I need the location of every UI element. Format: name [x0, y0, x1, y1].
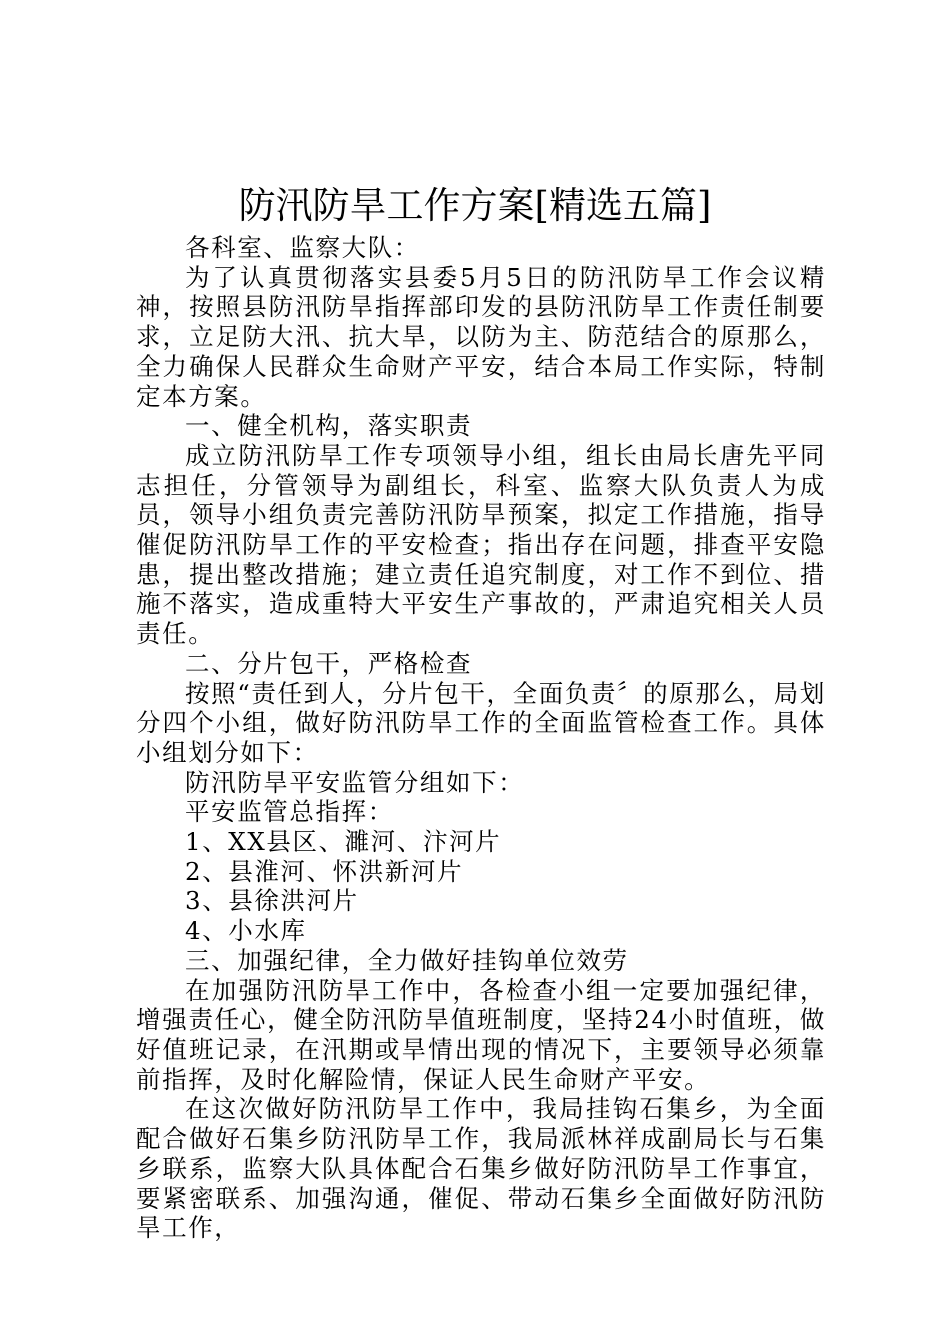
- section-heading: 二、分片包干，严格检查: [185, 648, 473, 678]
- list-heading: 平安监管总指挥：: [185, 797, 394, 827]
- list-heading: 防汛防旱平安监管分组如下：: [185, 767, 525, 797]
- body-paragraph: 成立防汛防旱工作专项领导小组，组长由局长唐先平同志担任，分管领导为副组长，科室、监察大队负责人为成员，领导小组负责完善防汛防旱预案，拟定工作措施，指导催促防汛防旱工作的平安检查；指出存在问题，排查平安隐患，提出整改措施；建立责任追究制度，对工作不到位、措施不落实，造成重特大平安生产事故的，严肃追究相关人员责任。: [136, 440, 826, 649]
- body-paragraph: 按照“责任到人，分片包干，全面负责〞的原那么，局划分四个小组，做好防汛防旱工作的全面监管检查工作。具体小组划分如下：: [136, 678, 826, 767]
- document-body: [136, 233, 826, 1243]
- list-item: 3、县徐洪河片: [185, 886, 359, 916]
- section-heading: 一、健全机构，落实职责: [185, 411, 473, 441]
- list-item: 1、XX县区、濉河、汴河片: [185, 827, 502, 857]
- list-item: 4、小水库: [185, 916, 307, 946]
- intro-paragraph: 为了认真贯彻落实县委5月5日的防汛防旱工作会议精神，按照县防汛防旱指挥部印发的县防汛防旱工作责任制要求，立足防大汛、抗大旱，以防为主、防范结合的原那么，全力确保人民群众生命财产平安，结合本局工作实际，特制定本方案。: [136, 262, 826, 411]
- body-paragraph: 在加强防汛防旱工作中，各检查小组一定要加强纪律，增强责任心，健全防汛防旱值班制度，坚持24小时值班，做好值班记录，在汛期或旱情出现的情况下，主要领导必须靠前指挥，及时化解险情，保证人民生命财产平安。: [136, 975, 826, 1094]
- section-heading: 三、加强纪律，全力做好挂钩单位效劳: [185, 945, 629, 975]
- body-paragraph: 在这次做好防汛防旱工作中，我局挂钩石集乡，为全面配合做好石集乡防汛防旱工作，我局派林祥成副局长与石集乡联系，监察大队具体配合石集乡做好防汛防旱工作事宜，要紧密联系、加强沟通，催促、带动石集乡全面做好防汛防旱工作，: [136, 1094, 826, 1243]
- salutation: 各科室、监察大队：: [185, 233, 420, 262]
- document-title: 防汛防旱工作方案[精选五篇]: [238, 184, 712, 227]
- list-item: 2、县淮河、怀洪新河片: [185, 856, 464, 886]
